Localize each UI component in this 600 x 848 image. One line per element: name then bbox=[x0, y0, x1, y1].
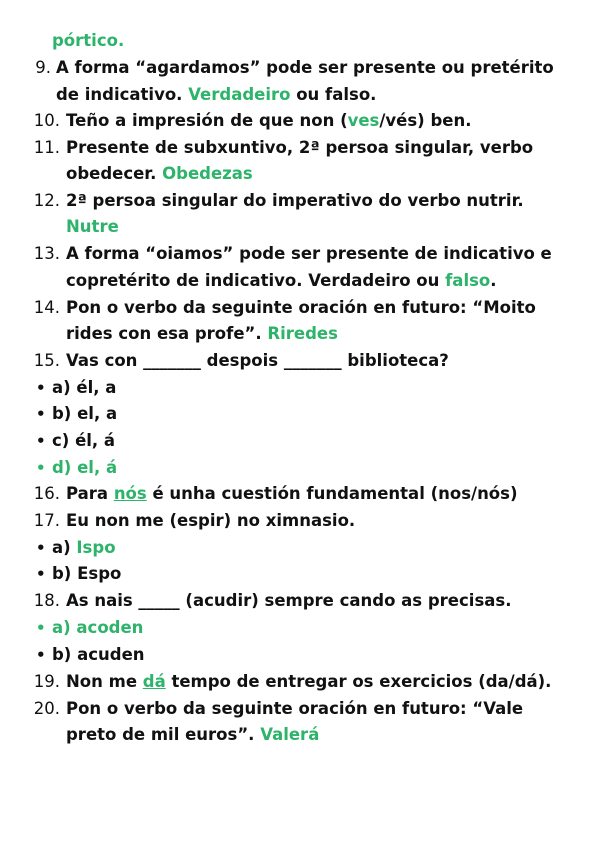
answer-ispo: Ispo bbox=[76, 538, 116, 557]
answer-portico: pórtico. bbox=[52, 31, 125, 50]
question-number: 19. bbox=[33, 672, 60, 691]
bullet-icon: • bbox=[36, 565, 46, 583]
question-number: 17. bbox=[33, 511, 60, 530]
question-number: 15. bbox=[33, 351, 60, 370]
question-number: 14. bbox=[33, 298, 60, 317]
question-number: 18. bbox=[33, 591, 60, 610]
question-text: Non me bbox=[66, 672, 143, 691]
question-number: 13. bbox=[33, 244, 60, 263]
question-text: . bbox=[490, 271, 497, 290]
question-number: 11. bbox=[33, 138, 60, 157]
bullet-icon: • bbox=[36, 432, 46, 450]
question-text: copretérito de indicativo. Verdadeiro ou bbox=[66, 271, 446, 290]
option-text: d) el, á bbox=[52, 458, 118, 477]
bullet-icon: • bbox=[36, 379, 46, 397]
answer-nutre: Nutre bbox=[66, 217, 119, 236]
question-text: A forma “oiamos” pode ser presente de indicativo e bbox=[66, 244, 552, 263]
answer-ves: ves bbox=[347, 111, 380, 130]
question-text: Eu non me (espir) no ximnasio. bbox=[66, 511, 356, 530]
bullet-icon: • bbox=[36, 539, 46, 557]
option-text: b) el, a bbox=[52, 404, 118, 423]
question-text: As nais _____ (acudir) sempre cando as precisas. bbox=[66, 591, 512, 610]
question-number: 9. bbox=[35, 58, 51, 77]
question-text: Teño a impresión de que non ( bbox=[66, 111, 348, 130]
question-text: Pon o verbo da seguinte oración en futuro: “Vale bbox=[66, 699, 524, 718]
question-text: tempo de entregar os exercicios (da/dá). bbox=[165, 672, 552, 691]
question-text: obedecer. bbox=[66, 164, 163, 183]
question-text: Vas con _______ despois _______ biblioteca? bbox=[66, 351, 449, 370]
question-text: 2ª persoa singular do imperativo do verbo nutrir. bbox=[66, 191, 524, 210]
question-number: 16. bbox=[33, 484, 60, 503]
bullet-icon: • bbox=[36, 619, 46, 637]
question-text: Para bbox=[66, 484, 114, 503]
answer-riredes: Riredes bbox=[267, 324, 338, 343]
question-text: rides con esa profe”. bbox=[66, 324, 268, 343]
question-text: Pon o verbo da seguinte oración en futuro: “Moito bbox=[66, 298, 536, 317]
question-text: A forma “agardamos” pode ser presente ou pretérito bbox=[56, 58, 554, 77]
answer-nos: nós bbox=[113, 484, 147, 503]
question-text: de indicativo. bbox=[56, 85, 189, 104]
answer-falso: falso bbox=[445, 271, 491, 290]
question-number: 10. bbox=[33, 111, 60, 130]
option-prefix: a) bbox=[52, 538, 77, 557]
option-text: a) él, a bbox=[52, 378, 117, 397]
question-text: Presente de subxuntivo, 2ª persoa singular, verbo bbox=[66, 138, 534, 157]
option-text: b) acuden bbox=[52, 645, 145, 664]
question-text: é unha cuestión fundamental (nos/nós) bbox=[146, 484, 518, 503]
answer-obedezas: Obedezas bbox=[162, 164, 253, 183]
question-text: ou falso. bbox=[290, 85, 377, 104]
option-text: a) acoden bbox=[52, 618, 144, 637]
question-number: 20. bbox=[33, 699, 60, 718]
answer-da: dá bbox=[142, 672, 166, 691]
bullet-icon: • bbox=[36, 459, 46, 477]
bullet-icon: • bbox=[36, 405, 46, 423]
option-text: c) él, á bbox=[52, 431, 116, 450]
bullet-icon: • bbox=[36, 646, 46, 664]
question-text: preto de mil euros”. bbox=[66, 725, 261, 744]
question-text: /vés) ben. bbox=[379, 111, 472, 130]
question-number: 12. bbox=[33, 191, 60, 210]
answer-verdadeiro: Verdadeiro bbox=[188, 85, 291, 104]
answer-valera: Valerá bbox=[260, 725, 320, 744]
option-text: b) Espo bbox=[52, 564, 122, 583]
